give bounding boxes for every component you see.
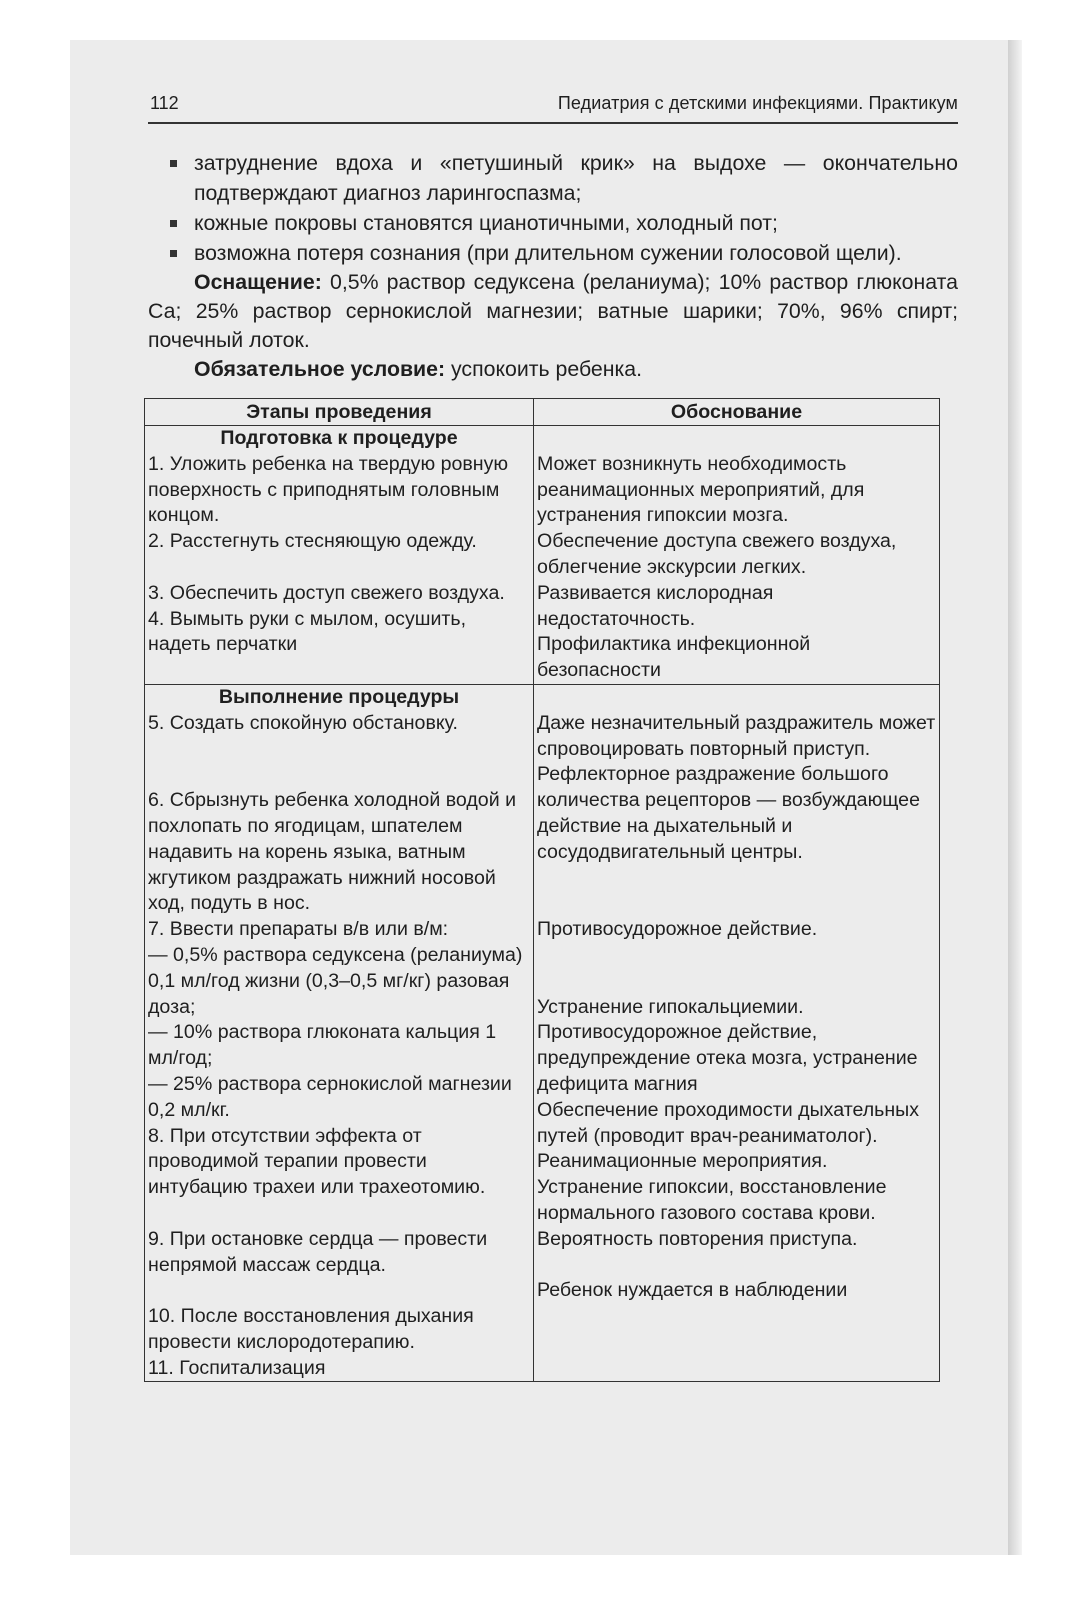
reason-text: Может возникнуть необходимость реанимационных мероприятий, для устранения гипоксии мозга. — [537, 452, 865, 527]
page-content — [148, 92, 958, 1382]
reason-text: Ребенок нуждается в наблюдении — [537, 1279, 848, 1302]
step-text: 2. Расстегнуть стесняющую одежду. — [148, 530, 477, 553]
condition-text: успокоить ребенка. — [445, 357, 643, 381]
list-item: возможна потеря сознания (при длительном сужении голосовой щели). — [148, 238, 958, 268]
step-text: 1. Уложить ребенка на твердую ровную поверхность с приподнятым головным концом. — [148, 452, 509, 527]
step-text: — 10% раствора глюконата кальция 1 мл/год; — [148, 1021, 497, 1070]
equipment-label: Оснащение: — [194, 270, 322, 294]
reasons-cell — [534, 684, 940, 1382]
step-text: 11. Госпитализация — [148, 1356, 326, 1379]
reason-text: Противосудорожное действие, предупреждение отека мозга, устранение дефицита магния — [537, 1021, 918, 1095]
step-text: 5. Создать спокойную обстановку. — [148, 711, 458, 734]
reason-text: Противосудорожное действие. — [537, 918, 818, 941]
table-row — [145, 684, 940, 1382]
equipment-text: 0,5% раствор седуксена (реланиума); 10% раствор глюконата Са; 25% раствор сернокислой магнезии; ватные шарики; 70%, 96% спирт; почечный лоток. — [148, 270, 958, 352]
condition-paragraph — [148, 355, 958, 384]
reason-text: Вероятность повторения приступа. — [537, 1227, 858, 1250]
procedure-table — [144, 398, 940, 1382]
reason-text: Даже незначительный раздражитель может спровоцировать повторный приступ. — [537, 711, 936, 760]
reason-text: Устранение гипоксии, восстановление нормального газового состава крови. — [537, 1176, 887, 1224]
step-text: — 25% раствора сернокислой магнезии 0,2 мл/кг. — [148, 1072, 512, 1121]
running-header — [148, 92, 958, 124]
page-number: 112 — [150, 93, 179, 113]
step-text: 10. После восстановления дыхания провести кислородотерапию. — [148, 1305, 474, 1353]
square-bullet-icon — [170, 160, 177, 167]
column-header-reason: Обоснование — [534, 399, 940, 426]
condition-label: Обязательное условие: — [194, 357, 446, 381]
reason-text: Обеспечение проходимости дыхательных путей (проводит врач-реаниматолог). Реанимационные мероприятия. — [537, 1098, 920, 1173]
page-edge-shadow — [1008, 40, 1022, 1555]
step-text: 7. Ввести препараты в/в или в/м: — [148, 918, 449, 941]
reason-text: Профилактика инфекционной безопасности — [537, 633, 811, 682]
step-text: 6. Сбрызнуть ребенка холодной водой и похлопать по ягодицам, шпателем надавить на корень языка, ватным жгутиком раздражать нижний носовой ход, подуть в нос. — [148, 789, 517, 915]
square-bullet-icon — [170, 220, 177, 227]
equipment-paragraph — [148, 268, 958, 355]
reason-text: Устранение гипокальциемии. — [537, 995, 804, 1018]
step-text: — 0,5% раствора седуксена (реланиума) 0,1 мл/год жизни (0,3–0,5 мг/кг) разовая доза; — [148, 943, 523, 1018]
square-bullet-icon — [170, 250, 177, 257]
list-item: кожные покровы становятся цианотичными, холодный пот; — [148, 208, 958, 238]
reasons-cell — [534, 426, 940, 685]
reason-text: Развивается кислородная недостаточность. — [537, 581, 774, 630]
step-text: 3. Обеспечить доступ свежего воздуха. — [148, 581, 505, 604]
column-header-steps: Этапы проведения — [145, 399, 534, 426]
table-header-row — [145, 399, 940, 426]
reason-text: Рефлекторное раздражение большого количества рецепторов — возбуждающее действие на дыхательный и сосудодвигательный центры. — [537, 763, 920, 863]
reason-text: Обеспечение доступа свежего воздуха, облегчение экскурсии легких. — [537, 530, 897, 578]
table-row — [145, 426, 940, 685]
steps-cell — [145, 426, 534, 685]
steps-cell — [145, 684, 534, 1382]
book-title: Педиатрия с детскими инфекциями. Практикум — [557, 93, 958, 113]
section-title: Подготовка к процедуре — [220, 427, 458, 449]
step-text: 4. Вымыть руки с мылом, осушить, надеть перчатки — [148, 607, 467, 656]
step-text: 8. При отсутствии эффекта от проводимой терапии провести интубацию трахеи или трахеотомию. — [148, 1124, 486, 1199]
step-text: 9. При остановке сердца — провести непрямой массаж сердца. — [148, 1227, 488, 1276]
symptom-list — [148, 148, 958, 268]
section-title: Выполнение процедуры — [218, 685, 460, 708]
list-item: затруднение вдоха и «петушиный крик» на выдохе — окончательно подтверждают диагноз ларингоспазма; — [148, 148, 958, 208]
